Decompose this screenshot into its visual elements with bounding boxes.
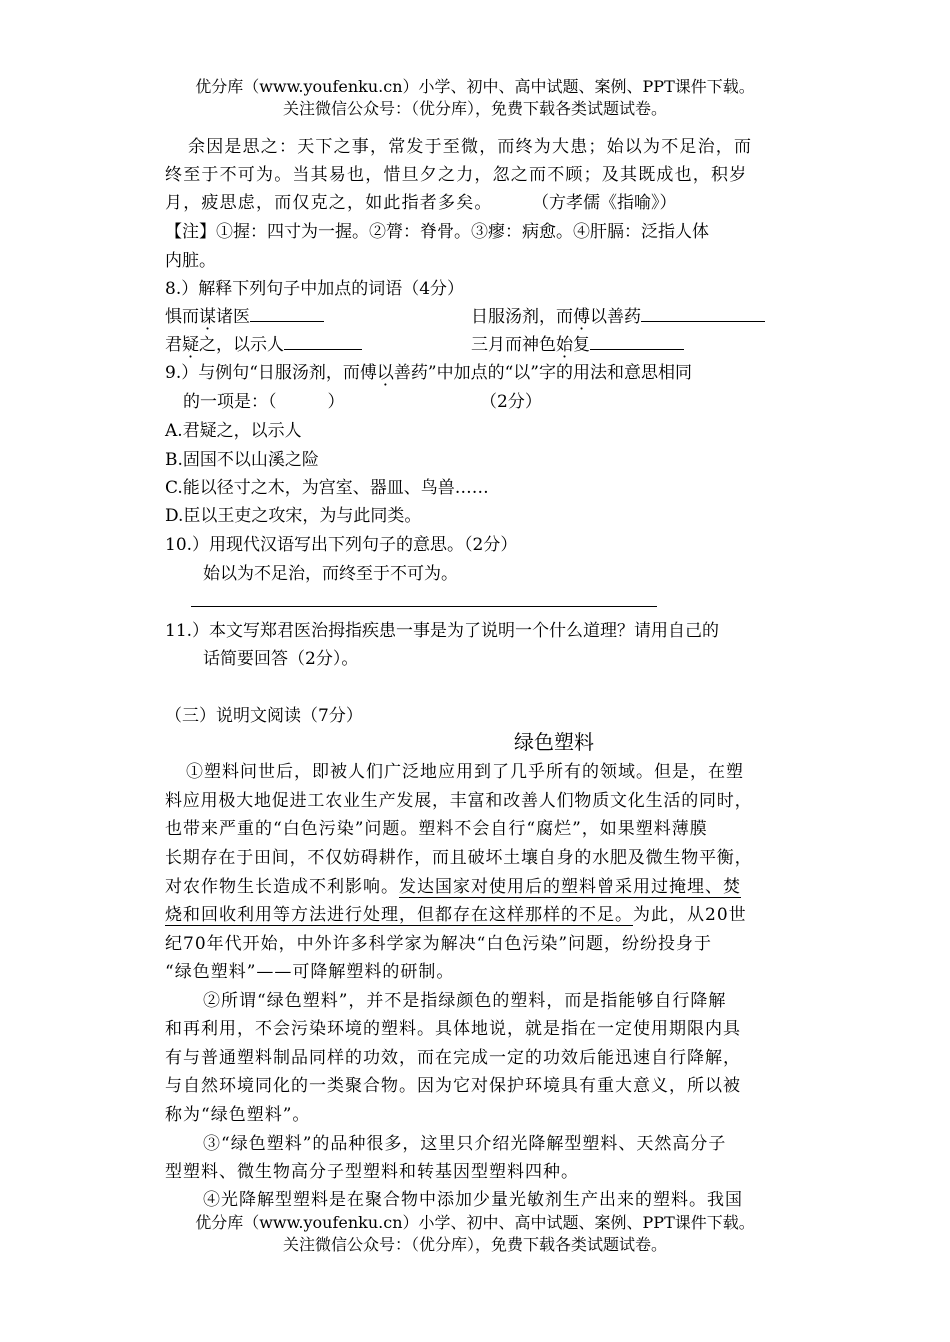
p1-line-6-plain: 为此，从20世 (633, 905, 747, 925)
header-line-2: 关注微信公众号：（优分库），免费下载各类试题试卷。 (282, 99, 667, 118)
q8-item-2-after: 以善药 (590, 307, 641, 327)
p1-line-3: 也带来严重的“白色污染”问题。塑料不会自行“腐烂”，如果塑料薄膜 (165, 819, 708, 839)
p3-line-1: ③“绿色塑料”的品种很多，这里只介绍光降解型塑料、天然高分子 (203, 1134, 727, 1154)
q8-item-3-dotted-word: 疑 (182, 335, 199, 355)
passage-source: （方孝儒《指喻》） (532, 193, 677, 213)
q9-stem-part-a: 9.）与例句“日服汤剂，而傅 (165, 363, 377, 383)
q8-item-4 (471, 332, 684, 358)
q8-item-1-after: 诸医 (216, 307, 250, 327)
q8-item-1 (165, 304, 324, 330)
article-title: 绿色塑料 (514, 730, 594, 754)
p4-line-1: ④光降解型塑料是在聚合物中添加少量光敏剂生产出来的塑料。我国 (203, 1190, 743, 1210)
passage-line-2: 终至于不可为。当其易也，惜旦夕之力，忽之而不顾；及其既成也，积岁 (165, 165, 748, 185)
q8-stem: 8.）解释下列句子中加点的词语（4分） (165, 279, 465, 299)
p1-line-1: ①塑料问世后，即被人们广泛地应用到了几乎所有的领域。但是，在塑 (186, 762, 744, 782)
q8-item-2-before: 日服汤剂，而 (471, 307, 573, 327)
q11-line-1: 11.）本文写郑君医治拇指疾患一事是为了说明一个什么道理？请用自己的 (165, 621, 720, 641)
q8-item-2-answer-blank[interactable] (641, 305, 765, 322)
footer-line-1: 优分库（www.youfenku.cn）小学、初中、高中试题、案例、PPT课件下载。 (195, 1213, 755, 1232)
q9-stem-line-2: 的一项是：（ ） (183, 392, 345, 412)
q10-stem: 10.）用现代汉语写出下列句子的意思。（2分） (165, 535, 518, 555)
p1-line-7: 纪70年代开始，中外许多科学家为解决“白色污染”问题，纷纷投身于 (165, 934, 713, 954)
q8-item-3-before: 君 (165, 335, 182, 355)
q8-item-2 (471, 304, 765, 330)
p1-line-2: 料应用极大地促进工农业生产发展，丰富和改善人们物质文化生活的同时， (165, 791, 753, 811)
q8-item-3-after: 之，以示人 (199, 335, 284, 355)
p2-line-1: ②所谓“绿色塑料”，并不是指绿颜色的塑料，而是指能够自行降解 (203, 991, 727, 1011)
note-line-1: 【注】①握：四寸为一握。②膂：脊骨。③瘳：病愈。④肝膈：泛指人体 (165, 222, 709, 242)
p1-line-4: 长期存在于田间，不仅妨碍耕作，而且破坏土壤自身的水肥及微生物平衡， (165, 848, 753, 868)
q8-item-4-before: 三月而神色 (471, 335, 556, 355)
passage-line-3: 月，疲思虑，而仅克之，如此指者多矣。 (165, 193, 493, 213)
section-3-heading: （三）说明文阅读（7分） (165, 706, 363, 726)
p3-line-2: 型塑料、微生物高分子型塑料和转基因型塑料四种。 (165, 1162, 579, 1182)
q8-item-4-dotted-word: 始 (556, 335, 573, 355)
q9-score: （2分） (480, 392, 542, 412)
passage-line-1: 余因是思之：天下之事，常发于至微，而终为大患；始以为不足治，而 (188, 137, 753, 157)
q9-option-c[interactable]: C.能以径寸之木，为宫室、器皿、鸟兽…… (165, 478, 489, 498)
q8-item-4-answer-blank[interactable] (590, 333, 684, 350)
p1-line-6-underlined: 烧和回收利用等方法进行处理，但都存在这样那样的不足。 (165, 905, 633, 925)
q9-stem-part-b: 善药”中加点的“以”字的用法和意思相同 (393, 363, 692, 383)
q9-option-d[interactable]: D.臣以王吏之攻宋，为与此同类。 (165, 506, 422, 526)
p1-line-5-plain: 对农作物生长造成不利影响。 (165, 877, 399, 897)
q8-item-1-answer-blank[interactable] (250, 305, 324, 322)
p2-line-5: 称为“绿色塑料”。 (165, 1105, 311, 1125)
footer-line-2: 关注微信公众号：（优分库），免费下载各类试题试卷。 (282, 1235, 667, 1254)
q9-option-a[interactable]: A.君疑之，以示人 (165, 421, 302, 441)
p1-line-5 (165, 874, 741, 900)
note-line-2: 内脏。 (165, 251, 216, 271)
p1-line-5-underlined: 发达国家对使用后的塑料曾采用过掩埋、焚 (399, 877, 741, 897)
p1-line-8: “绿色塑料”——可降解塑料的研制。 (165, 962, 455, 982)
header-line-1: 优分库（www.youfenku.cn）小学、初中、高中试题、案例、PPT课件下载。 (195, 77, 755, 96)
q8-item-1-dotted-word: 谋 (199, 307, 216, 327)
q9-stem-dotted-word: 以 (376, 363, 394, 383)
q8-item-3-answer-blank[interactable] (284, 333, 362, 350)
q8-item-2-dotted-word: 傅 (573, 307, 590, 327)
q9-stem (165, 360, 692, 386)
q10-answer-line[interactable] (191, 606, 657, 607)
p1-line-6 (165, 902, 747, 928)
q8-item-3 (165, 332, 362, 358)
q8-item-4-after: 复 (573, 335, 590, 355)
q11-line-2: 话简要回答（2分）。 (203, 649, 359, 669)
p2-line-2: 和再利用，不会污染环境的塑料。具体地说，就是指在一定使用期限内具 (165, 1019, 741, 1039)
p2-line-3: 有与普通塑料制品同样的功效，而在完成一定的功效后能迅速自行降解， (165, 1048, 741, 1068)
p2-line-4: 与自然环境同化的一类聚合物。因为它对保护环境具有重大意义，所以被 (165, 1076, 741, 1096)
q10-sentence: 始以为不足治，而终至于不可为。 (203, 564, 458, 584)
q9-option-b[interactable]: B.固国不以山溪之险 (165, 450, 319, 470)
q8-item-1-before: 惧而 (165, 307, 199, 327)
